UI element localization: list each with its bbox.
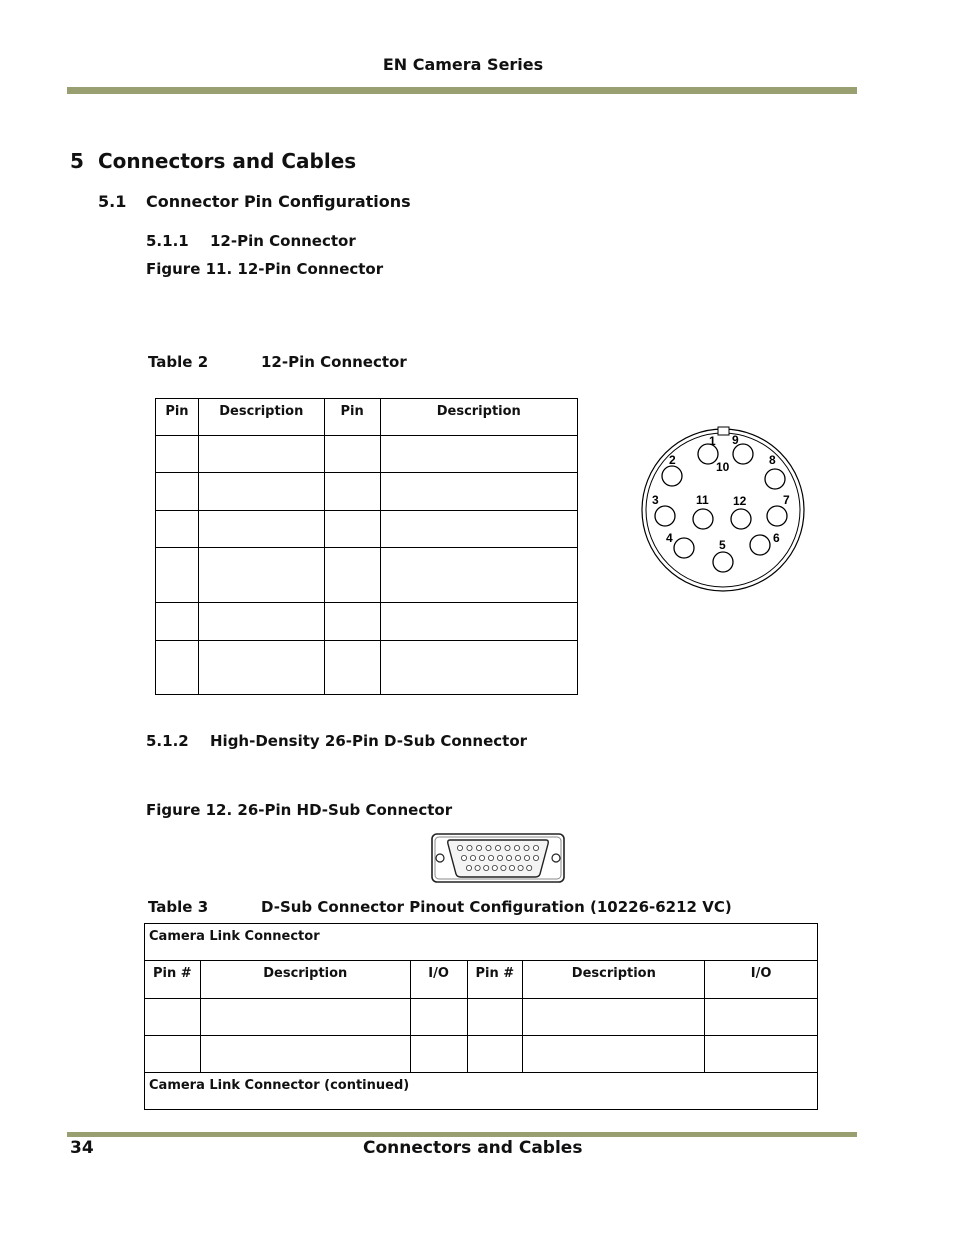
table-row (156, 473, 578, 511)
table-2-number: Table 2 (148, 353, 209, 371)
dsub-pin-socket (527, 865, 532, 870)
footer-rule (67, 1132, 857, 1137)
dsub-pin-socket (518, 865, 523, 870)
pin-3-hole (655, 506, 675, 526)
dsub-pin-socket (524, 855, 529, 860)
subsubsection-number: 5.1.1 (146, 232, 189, 250)
subsubsection-26pin-heading (146, 732, 527, 750)
table-3-header-io: I/O (410, 961, 467, 999)
dsub-pin-socket (461, 855, 466, 860)
table-3-header-description: Description (200, 961, 410, 999)
pin-label-7: 7 (783, 493, 790, 507)
running-header: EN Camera Series (382, 55, 544, 74)
section-number: 5 (70, 149, 84, 173)
subsection-number: 5.1 (98, 192, 127, 211)
pin-5-hole (713, 552, 733, 572)
table-2-header-description: Description (198, 399, 324, 436)
table-2 (155, 398, 578, 695)
table-row (156, 548, 578, 603)
pin-label-5: 5 (719, 538, 726, 552)
dsub-pin-socket (505, 845, 510, 850)
dsub-pin-socket (501, 865, 506, 870)
26-pin-dsub-connector-diagram (430, 832, 566, 884)
dsub-pin-socket (466, 865, 471, 870)
connector-key-notch (718, 427, 729, 435)
dsub-pin-socket (470, 855, 475, 860)
pin-label-11: 11 (696, 493, 709, 507)
pin-label-3: 3 (652, 493, 659, 507)
section-heading (70, 149, 356, 173)
table-3-header-description: Description (523, 961, 705, 999)
subsubsection-title: 12-Pin Connector (210, 232, 356, 250)
table-row (156, 511, 578, 548)
dsub-pin-socket (484, 865, 489, 870)
12-pin-connector-diagram (640, 424, 808, 594)
subsubsection-12pin-heading (146, 232, 356, 250)
pin-8-hole (765, 469, 785, 489)
page-number: 34 (70, 1138, 94, 1158)
table-3-section-label-continued: Camera Link Connector (continued) (145, 1073, 818, 1110)
pin-label-8: 8 (769, 453, 776, 467)
pin-label-9: 9 (732, 433, 739, 447)
dsub-pin-socket (492, 865, 497, 870)
table-2-caption (148, 353, 407, 371)
subsubsection-number: 5.1.2 (146, 732, 189, 750)
pin-12-hole (731, 509, 751, 529)
dsub-pin-socket (515, 855, 520, 860)
dsub-pin-socket (497, 855, 502, 860)
pin-label-12: 12 (733, 494, 747, 508)
table-row (156, 641, 578, 695)
pin-2-hole (662, 466, 682, 486)
table-3-header-io: I/O (705, 961, 818, 999)
dsub-pin-socket (533, 855, 538, 860)
figure-12-caption: Figure 12. 26-Pin HD-Sub Connector (146, 801, 453, 819)
table-row (156, 436, 578, 473)
table-3-number: Table 3 (148, 898, 209, 916)
pin-9-hole (733, 444, 753, 464)
dsub-pin-socket (509, 865, 514, 870)
pin-label-1: 1 (709, 434, 716, 448)
pin-4-hole (674, 538, 694, 558)
mounting-hole-left (436, 854, 444, 862)
pin-label-6: 6 (773, 531, 780, 545)
section-title: Connectors and Cables (98, 149, 357, 173)
dsub-pin-socket (476, 845, 481, 850)
pin-label-4: 4 (666, 531, 673, 545)
dsub-pin-socket (514, 845, 519, 850)
table-3-header-pin-number: Pin # (467, 961, 523, 999)
table-2-header-description: Description (380, 399, 577, 436)
subsubsection-title: High-Density 26-Pin D-Sub Connector (210, 732, 528, 750)
table-3 (144, 923, 818, 1110)
table-row (156, 603, 578, 641)
dsub-pin-socket (533, 845, 538, 850)
figure-11-caption: Figure 11. 12-Pin Connector (146, 260, 384, 278)
dsub-pin-socket (506, 855, 511, 860)
mounting-hole-right (552, 854, 560, 862)
dsub-pin-socket (479, 855, 484, 860)
pin-label-2: 2 (669, 453, 676, 467)
table-3-section-label: Camera Link Connector (145, 924, 818, 961)
dsub-pin-socket (524, 845, 529, 850)
subsection-title: Connector Pin Configurations (146, 192, 411, 211)
subsection-heading (98, 192, 411, 211)
dsub-pin-socket (495, 845, 500, 850)
pin-label-10: 10 (716, 460, 730, 474)
table-row (145, 1036, 818, 1073)
table-2-header-pin: Pin (324, 399, 380, 436)
running-footer-title: Connectors and Cables (363, 1138, 583, 1158)
table-3-header-pin-number: Pin # (145, 961, 201, 999)
dsub-pin-socket (488, 855, 493, 860)
pin-7-hole (767, 506, 787, 526)
table-3-title: D-Sub Connector Pinout Configuration (10226-6212 VC) (261, 898, 732, 916)
dsub-pin-socket (457, 845, 462, 850)
dsub-pin-socket (475, 865, 480, 870)
table-2-title: 12-Pin Connector (261, 353, 407, 371)
pin-11-hole (693, 509, 713, 529)
table-row (145, 999, 818, 1036)
table-3-caption (148, 898, 732, 916)
dsub-pin-socket (486, 845, 491, 850)
header-rule (67, 87, 857, 94)
dsub-pin-socket (467, 845, 472, 850)
pin-6-hole (750, 535, 770, 555)
table-2-header-pin: Pin (156, 399, 199, 436)
